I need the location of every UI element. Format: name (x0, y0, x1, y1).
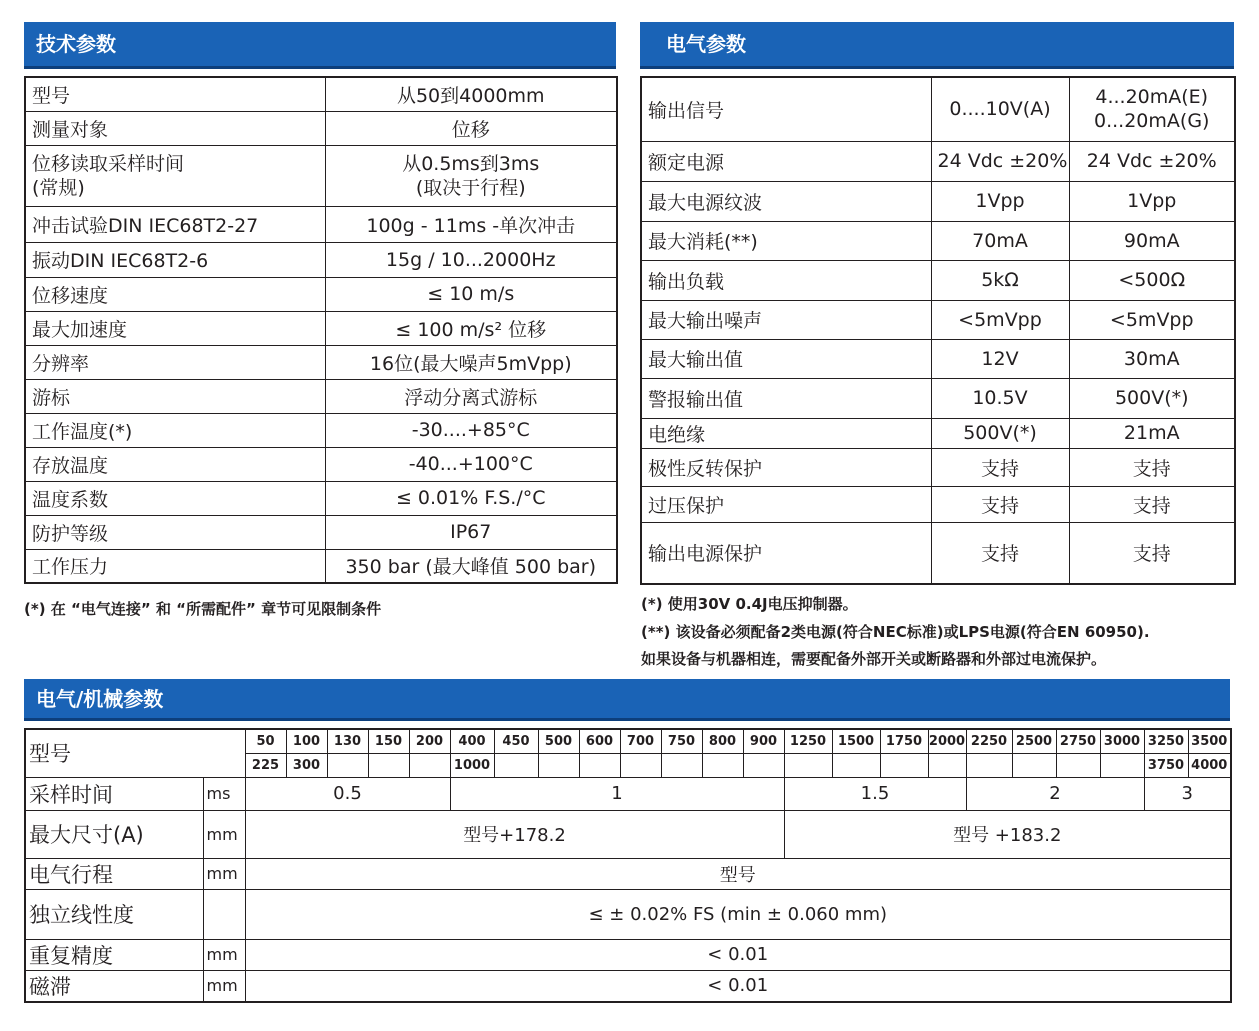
sample-time-1-5: 1.5 (784, 777, 966, 810)
mech-maxdim-label: 最大尺寸(A) (25, 810, 203, 858)
elec-voltage-value: 1Vpp (931, 181, 1069, 221)
tech-value: -30....+85°C (325, 413, 617, 447)
model-size-cell: 4000 (1188, 753, 1231, 777)
mech-params-table (24, 728, 1232, 1003)
model-size-cell: 3750 (1144, 753, 1188, 777)
tech-label-sub: (常规) (32, 176, 85, 199)
tech-label: 冲击试验DIN IEC68T2-27 (25, 206, 325, 242)
sample-time-0-5: 0.5 (245, 777, 450, 810)
elec-voltage-value: 5kΩ (931, 260, 1069, 300)
section-header-tech (24, 22, 616, 69)
mech-stroke-unit: mm (203, 858, 245, 889)
model-size-cell: 500 (538, 729, 579, 753)
elec-current-value: <5mVpp (1069, 300, 1235, 339)
elec-current-value: 30mA (1069, 339, 1235, 378)
elec-voltage-value: 支持 (931, 522, 1069, 584)
model-size-cell (409, 753, 450, 777)
elec-current-value: 支持 (1069, 448, 1235, 486)
sample-time-3: 3 (1144, 777, 1231, 810)
model-size-cell: 3000 (1100, 729, 1144, 753)
tech-label: 防护等级 (25, 515, 325, 549)
model-size-cell (620, 753, 661, 777)
model-size-cell (661, 753, 702, 777)
model-size-cell: 800 (702, 729, 743, 753)
model-size-cell: 900 (743, 729, 784, 753)
tech-label-cell (25, 145, 325, 206)
elec-voltage-value: <5mVpp (931, 300, 1069, 339)
stroke-value: 型号 (245, 858, 1231, 889)
model-size-cell: 130 (327, 729, 368, 753)
model-size-cell (579, 753, 620, 777)
elec-current-value: 支持 (1069, 522, 1235, 584)
model-size-cell (928, 753, 966, 777)
tech-label: 游标 (25, 379, 325, 413)
tech-label: 测量对象 (25, 111, 325, 145)
elec-label: 最大消耗(**) (641, 221, 931, 260)
maxdim-long: 型号 +183.2 (784, 810, 1231, 858)
model-size-cell: 2000 (928, 729, 966, 753)
model-size-cell (1012, 753, 1056, 777)
elec-footnote-2: (**) 该设备必须配备2类电源(符合NEC标准)或LPS电源(符合EN 60950). (641, 623, 1150, 641)
tech-value: 350 bar (最大峰值 500 bar) (325, 549, 617, 583)
model-size-cell: 1500 (832, 729, 880, 753)
elec-current-g: 0...20mA(G) (1094, 110, 1210, 133)
elec-title: 电气参数 (666, 32, 746, 56)
model-size-cell: 450 (494, 729, 538, 753)
mech-sample-unit: ms (203, 777, 245, 810)
elec-current-value: 1Vpp (1069, 181, 1235, 221)
model-size-cell (368, 753, 409, 777)
hyst-value: < 0.01 (245, 970, 1231, 1002)
tech-value-sub: (取决于行程) (415, 176, 526, 199)
elec-label: 最大输出噪声 (641, 300, 931, 339)
elec-current-value: 21mA (1069, 418, 1235, 448)
tech-label: 位移读取采样时间 (32, 152, 185, 175)
model-size-cell (743, 753, 784, 777)
tech-value: ≤ 0.01% F.S./°C (325, 481, 617, 515)
elec-label: 输出负载 (641, 260, 931, 300)
mech-repeat-unit: mm (203, 939, 245, 970)
tech-label: 位移速度 (25, 277, 325, 311)
elec-label: 警报输出值 (641, 378, 931, 418)
elec-voltage-value: 12V (931, 339, 1069, 378)
model-size-cell: 225 (245, 753, 286, 777)
elec-label: 最大输出值 (641, 339, 931, 378)
tech-params-table (24, 76, 618, 584)
elec-voltage-value: 70mA (931, 221, 1069, 260)
elec-current-e: 4...20mA(E) (1095, 86, 1209, 109)
elec-footnote-3: 如果设备与机器相连，需要配备外部开关或断路器和外部过电流保护。 (641, 650, 1107, 668)
mech-maxdim-unit: mm (203, 810, 245, 858)
model-size-cell: 750 (661, 729, 702, 753)
elec-current-value: 500V(*) (1069, 378, 1235, 418)
model-size-cell: 1750 (880, 729, 928, 753)
model-size-cell (880, 753, 928, 777)
elec-voltage-value: 支持 (931, 448, 1069, 486)
elec-label: 电绝缘 (641, 418, 931, 448)
model-size-cell: 1000 (450, 753, 494, 777)
elec-current-value: 支持 (1069, 486, 1235, 522)
model-size-cell (494, 753, 538, 777)
tech-label: 振动DIN IEC68T2-6 (25, 242, 325, 277)
maxdim-short: 型号+178.2 (245, 810, 784, 858)
elec-label: 极性反转保护 (641, 448, 931, 486)
section-header-elec (640, 22, 1234, 69)
model-size-cell (966, 753, 1012, 777)
elec-voltage-value: 500V(*) (931, 418, 1069, 448)
mech-model-label: 型号 (25, 729, 245, 777)
elec-label: 额定电源 (641, 141, 931, 181)
tech-label: 型号 (25, 77, 325, 111)
mech-stroke-label: 电气行程 (25, 858, 203, 889)
tech-footnote: (*) 在 “电气连接” 和 “所需配件” 章节可见限制条件 (24, 600, 382, 618)
model-size-cell: 3500 (1188, 729, 1231, 753)
section-header-mech (24, 679, 1230, 721)
model-size-cell: 150 (368, 729, 409, 753)
elec-current-value: 90mA (1069, 221, 1235, 260)
repeat-value: < 0.01 (245, 939, 1231, 970)
mech-title: 电气/机械参数 (36, 687, 164, 711)
model-size-cell (1100, 753, 1144, 777)
model-size-cell: 600 (579, 729, 620, 753)
tech-label: 分辨率 (25, 345, 325, 379)
tech-value: ≤ 10 m/s (325, 277, 617, 311)
elec-label: 输出电源保护 (641, 522, 931, 584)
mech-sample-label: 采样时间 (25, 777, 203, 810)
model-size-cell: 700 (620, 729, 661, 753)
model-size-cell: 100 (286, 729, 327, 753)
elec-params-table (640, 76, 1236, 585)
elec-voltage-value: 支持 (931, 486, 1069, 522)
model-size-cell: 2500 (1012, 729, 1056, 753)
tech-label: 存放温度 (25, 447, 325, 481)
mech-repeat-label: 重复精度 (25, 939, 203, 970)
tech-value: 从0.5ms到3ms (402, 152, 540, 175)
model-size-cell (1056, 753, 1100, 777)
tech-value: 16位(最大噪声5mVpp) (325, 345, 617, 379)
model-size-cell: 2250 (966, 729, 1012, 753)
elec-current-value: <500Ω (1069, 260, 1235, 300)
tech-label: 工作温度(*) (25, 413, 325, 447)
model-size-cell: 2750 (1056, 729, 1100, 753)
model-size-cell: 1250 (784, 729, 832, 753)
model-size-cell: 3250 (1144, 729, 1188, 753)
tech-value: 从50到4000mm (325, 77, 617, 111)
tech-value: 位移 (325, 111, 617, 145)
tech-value: IP67 (325, 515, 617, 549)
elec-label: 输出信号 (641, 77, 931, 141)
tech-value: 15g / 10...2000Hz (325, 242, 617, 277)
elec-footnote-1: (*) 使用30V 0.4J电压抑制器。 (641, 595, 858, 613)
elec-voltage-value: 10.5V (931, 378, 1069, 418)
model-size-cell: 300 (286, 753, 327, 777)
model-size-cell (327, 753, 368, 777)
elec-voltage-header: 0....10V(A) (931, 77, 1069, 141)
model-size-cell (538, 753, 579, 777)
sample-time-1: 1 (450, 777, 784, 810)
mech-hyst-unit: mm (203, 970, 245, 1002)
elec-label: 过压保护 (641, 486, 931, 522)
model-size-cell: 50 (245, 729, 286, 753)
elec-voltage-value: 24 Vdc ±20% (931, 141, 1069, 181)
elec-current-value: 24 Vdc ±20% (1069, 141, 1235, 181)
model-size-cell (702, 753, 743, 777)
model-size-cell: 400 (450, 729, 494, 753)
tech-value: -40...+100°C (325, 447, 617, 481)
mech-linearity-label: 独立线性度 (25, 889, 203, 939)
tech-label: 温度系数 (25, 481, 325, 515)
mech-hyst-label: 磁滞 (25, 970, 203, 1002)
model-size-cell (784, 753, 832, 777)
linearity-value: ≤ ± 0.02% FS (min ± 0.060 mm) (245, 889, 1231, 939)
elec-label: 最大电源纹波 (641, 181, 931, 221)
model-size-cell: 200 (409, 729, 450, 753)
elec-current-header (1069, 77, 1235, 141)
tech-label: 工作压力 (25, 549, 325, 583)
tech-label: 最大加速度 (25, 311, 325, 345)
tech-value: 100g - 11ms -单次冲击 (325, 206, 617, 242)
tech-value: 浮动分离式游标 (325, 379, 617, 413)
tech-value-cell (325, 145, 617, 206)
tech-title: 技术参数 (36, 32, 116, 56)
sample-time-2: 2 (966, 777, 1144, 810)
mech-linearity-unit (203, 889, 245, 939)
tech-value: ≤ 100 m/s² 位移 (325, 311, 617, 345)
model-size-cell (832, 753, 880, 777)
